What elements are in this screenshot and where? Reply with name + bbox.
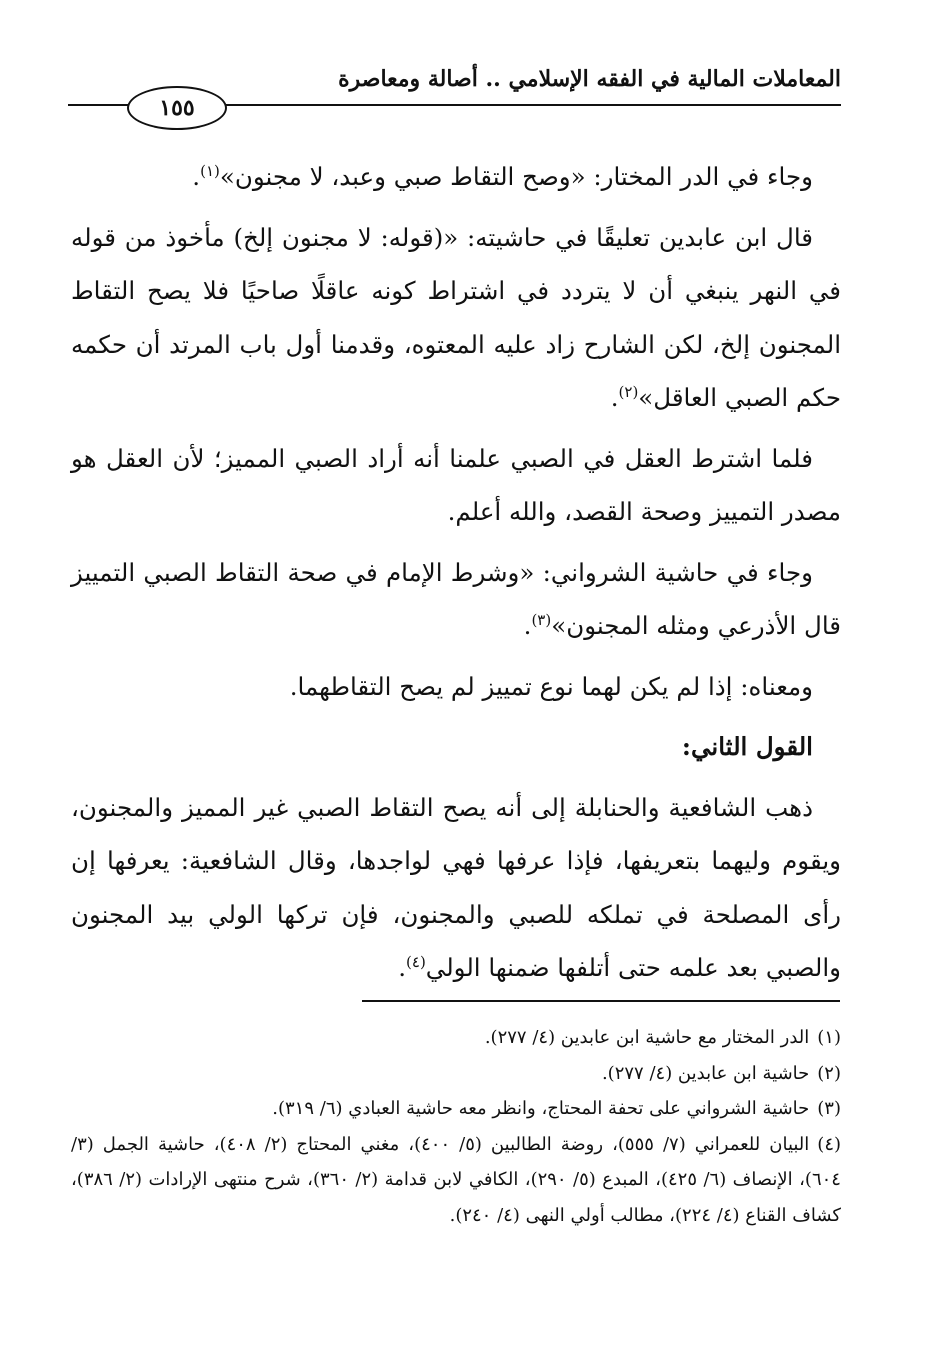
paragraph-text: ذهب الشافعية والحنابلة إلى أنه يصح التقاط الصبي غير المميز والمجنون، ويقوم وليهما بتعريفها، فإذا عرفها فهي لواجدها، وقال الشافعية: يعرفها إن رأى المصلحة في تملكه للصبي والمجنون، فإن تركها الولي بيد المجنون والصبي بعد علمه حتى أتلفها ضمنها الولي xyxy=(71,792,841,982)
main-text xyxy=(71,150,841,1002)
footnote-ref: (١) xyxy=(200,161,220,180)
paragraph-end: . xyxy=(398,953,407,982)
paragraph xyxy=(71,150,841,204)
footnote-text: حاشية الشرواني على تحفة المحتاج، وانظر معه حاشية العبادي (٦/ ٣١٩). xyxy=(272,1098,810,1119)
paragraph xyxy=(71,781,841,995)
paragraph-text: ومعناه: إذا لم يكن لهما نوع تمييز لم يصح التقاطهما. xyxy=(289,671,813,701)
paragraph-end: . xyxy=(610,383,619,412)
footnote xyxy=(71,1127,841,1234)
footnote-text: الدر المختار مع حاشية ابن عابدين (٤/ ٢٧٧). xyxy=(484,1027,810,1048)
footnote-separator xyxy=(362,1000,840,1002)
running-head: المعاملات المالية في الفقه الإسلامي .. أصالة ومعاصرة xyxy=(338,66,841,92)
footnotes xyxy=(71,1020,841,1233)
page-number: ١٥٥ xyxy=(127,86,227,130)
paragraph xyxy=(71,432,841,539)
paragraph xyxy=(71,211,841,425)
footnote-text: البيان للعمراني (٧/ ٥٥٥)، روضة الطالبين (٥/ ٤٠٠)، مغني المحتاج (٢/ ٤٠٨)، حاشية الجمل (٣/ ٦٠٤)، الإنصاف (٦/ ٤٢٥)، المبدع (٥/ ٢٩٠)، الكافي لابن قدامة (٢/ ٣٦٠)، شرح منتهى الإرادات (٢/ ٣٨٦)، كشاف القناع (٤/ ٢٢٤)، مطالب أولي النهى (٤/ ٢٤٠). xyxy=(71,1133,841,1226)
footnote-text: حاشية ابن عابدين (٤/ ٢٧٧). xyxy=(601,1062,810,1084)
paragraph xyxy=(71,546,841,653)
paragraph-text: وجاء في الدر المختار: «وصح التقاط صبي وعبد، لا مجنون» xyxy=(219,162,813,191)
footnote xyxy=(71,1091,841,1127)
paragraph-text: قال ابن عابدين تعليقًا في حاشيته: «(قوله: لا مجنون إلخ) مأخوذ من قوله في النهر ينبغي أن لا يتردد في اشتراط كونه عاقلًا صاحيًا فلا يصح التقاط المجنون إلخ، لكن الشارح زاد عليه المعتوه، وقدمنا أول باب المرتد أن حكمه حكم الصبي العاقل» xyxy=(71,222,841,412)
section-heading: القول الثاني: xyxy=(681,732,813,761)
paragraph xyxy=(71,660,841,714)
footnote-ref: (٢) xyxy=(618,382,639,401)
footnote xyxy=(71,1056,841,1092)
paragraph-text: فلما اشترط العقل في الصبي علمنا أنه أراد الصبي المميز؛ لأن العقل هو مصدر التمييز وصحة القصد، والله أعلم. xyxy=(71,443,841,526)
footnote-ref: (٣) xyxy=(531,610,552,629)
paragraph-end: . xyxy=(523,611,532,640)
footnote xyxy=(71,1020,841,1056)
footnote-ref: (٤) xyxy=(406,952,426,971)
footnote-number: (٤) xyxy=(817,1133,842,1155)
footnote-number: (٢) xyxy=(817,1062,841,1084)
paragraph-text: وجاء في حاشية الشرواني: «وشرط الإمام في صحة التقاط الصبي التمييز قال الأذرعي ومثله المجنون» xyxy=(71,557,841,640)
footnote-number: (٣) xyxy=(817,1098,841,1119)
footnote-number: (١) xyxy=(817,1027,841,1048)
paragraph-end: . xyxy=(192,162,201,191)
